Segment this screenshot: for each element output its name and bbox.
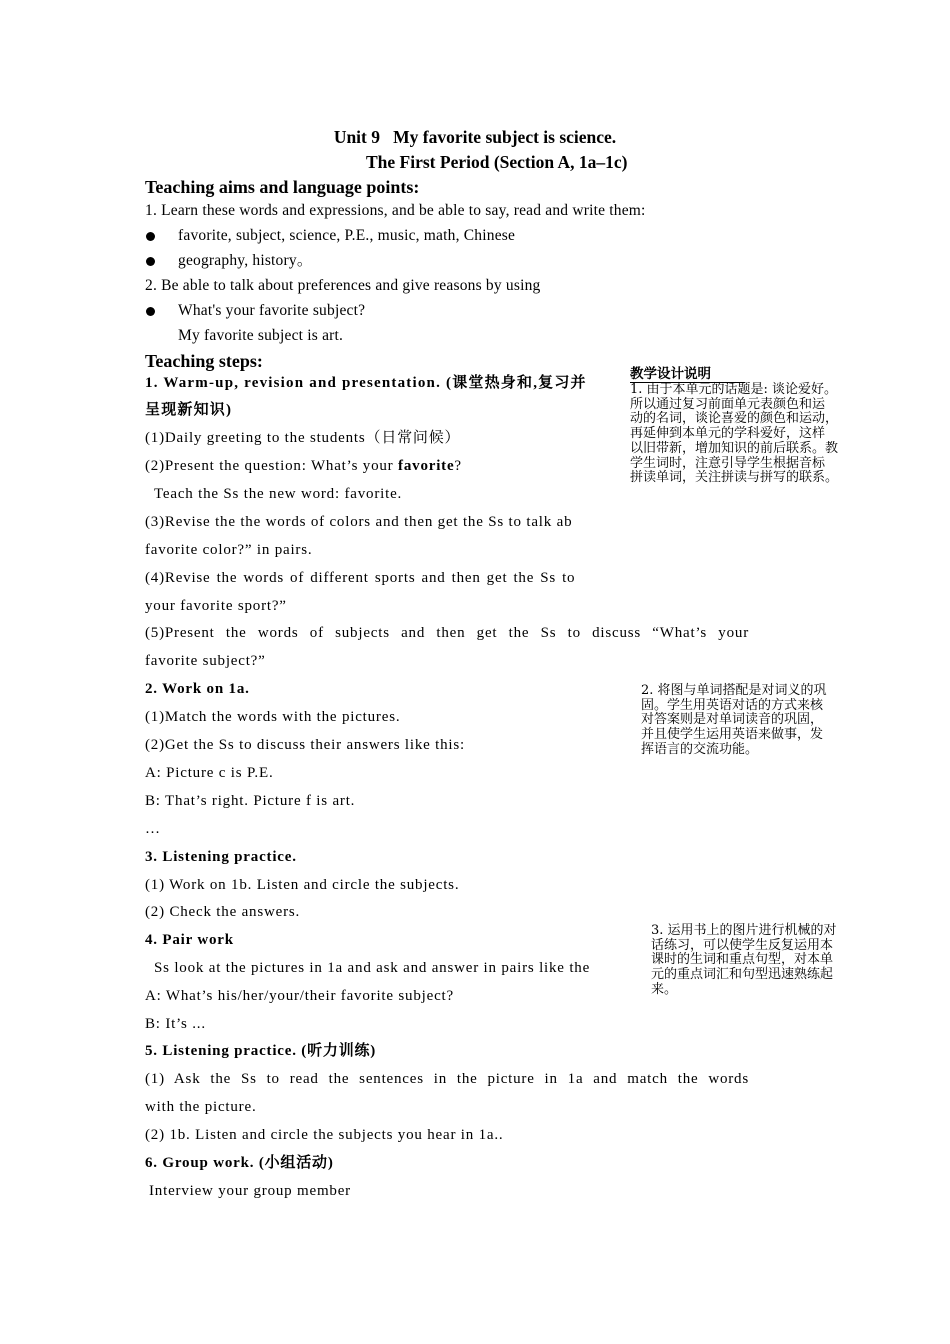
step1-greeting: (1)Daily greeting to the students（日常问候） — [145, 430, 461, 446]
step5-line: (2) 1b. Listen and circle the subjects you hear in 1a.. — [145, 1127, 504, 1143]
document-subtitle: The First Period (Section A, 1a–1c) — [366, 152, 628, 172]
aims-bullet-1: favorite, subject, science, P.E., music, math, Chinese — [178, 227, 516, 244]
note-line: 课时的生词和重点句型，对本单 — [651, 952, 834, 968]
design-note-1 — [630, 367, 838, 486]
step5-heading: 5. Listening practice. (听力训练) — [145, 1043, 377, 1059]
design-notes-heading: 教学设计说明 — [630, 367, 745, 383]
step3-heading: 3. Listening practice. — [145, 849, 297, 865]
note-line: 2. 将图与单词搭配是对词义的巩 — [641, 683, 827, 698]
step3-line: (2) Check the answers. — [145, 904, 301, 920]
note-line: 挥语言的交流功能。 — [641, 741, 759, 757]
step5-line: (1) Ask the Ss to read the sentences in the picture in 1a and match the words — [145, 1071, 749, 1087]
design-note-2 — [641, 684, 827, 758]
note-line: 元的重点词汇和句型迅速熟练起 — [651, 967, 834, 983]
note-line: 再延伸到本单元的学科爱好，这样 — [630, 426, 826, 442]
design-note-3 — [651, 924, 837, 998]
note-line: 固。学生用英语对话的方式来核 — [641, 697, 824, 713]
note-line: 并且使学生运用英语来做事，发 — [641, 727, 824, 743]
aims-heading: Teaching aims and language points: — [145, 177, 420, 197]
step1-line: (4)Revise the words of different sports and then get the Ss to — [145, 570, 576, 586]
note-line: 来。 — [651, 981, 678, 997]
bullet-icon — [146, 307, 155, 316]
note-line: 对答案则是对单词读音的巩固， — [641, 712, 824, 728]
step2-line: B: That’s right. Picture f is art. — [145, 793, 356, 809]
step1-question-text: (2)Present the question: What’s your — [145, 458, 399, 474]
step1-question — [145, 456, 462, 476]
step4-heading: 4. Pair work — [145, 932, 234, 948]
bullet-icon — [146, 232, 155, 241]
aims-bullet-3: What's your favorite subject? — [178, 302, 366, 319]
aims-point-1: 1. Learn these words and expressions, and be able to say, read and write them: — [145, 202, 646, 219]
step6-line: Interview your group member — [149, 1183, 351, 1199]
step1-question-keyword: favorite — [398, 458, 455, 474]
note-line: 话练习，可以使学生反复运用本 — [651, 937, 834, 953]
step6-heading: 6. Group work. (小组活动) — [145, 1155, 334, 1171]
step3-line: (1) Work on 1b. Listen and circle the subjects. — [145, 877, 460, 893]
step1-line: (3)Revise the the words of colors and then get the Ss to talk ab — [145, 514, 573, 530]
step1-line: your favorite sport?” — [145, 598, 287, 614]
note-line: 拼读单词，关注拼读与拼写的联系。 — [630, 470, 839, 486]
step1-line: Teach the Ss the new word: favorite. — [154, 486, 403, 502]
note-line: 1. 由于本单元的话题是: 谈论爱好。 — [630, 382, 838, 397]
document-title: Unit 9 My favorite subject is science. — [333, 127, 617, 147]
step2-heading: 2. Work on 1a. — [145, 681, 250, 697]
step1-heading-continuation: 呈现新知识) — [145, 402, 233, 418]
aims-bullet-2: geography, history。 — [178, 252, 313, 269]
step1-heading: 1. Warm-up, revision and presentation. (课堂热身和,复习并 — [145, 375, 587, 391]
note-line: 所以通过复习前面单元表颜色和运 — [630, 396, 826, 412]
step5-line: with the picture. — [145, 1099, 257, 1115]
note-line: 3. 运用书上的图片进行机械的对 — [651, 923, 837, 938]
step1-line: favorite color?” in pairs. — [145, 542, 313, 558]
note-line: 以旧带新，增加知识的前后联系。教 — [630, 440, 839, 456]
note-line: 学生词时，注意引导学生根据音标 — [630, 455, 826, 471]
step2-line: (2)Get the Ss to discuss their answers like this: — [145, 737, 465, 753]
step4-line: B: It’s ... — [145, 1016, 206, 1032]
note-line: 动的名词，谈论喜爱的颜色和运动， — [630, 411, 839, 427]
aims-bullet-3-continuation: My favorite subject is art. — [178, 327, 344, 344]
step2-line: … — [145, 821, 161, 837]
step2-line: A: Picture c is P.E. — [145, 765, 274, 781]
step1-question-end: ? — [454, 458, 462, 474]
bullet-icon — [146, 257, 155, 266]
aims-point-2: 2. Be able to talk about preferences and give reasons by using — [145, 277, 541, 294]
step1-line: (5)Present the words of subjects and then get the Ss to discuss “What’s your — [145, 625, 749, 641]
step4-line: A: What’s his/her/your/their favorite subject? — [145, 988, 454, 1004]
step2-line: (1)Match the words with the pictures. — [145, 709, 401, 725]
step4-line: Ss look at the pictures in 1a and ask and answer in pairs like the — [154, 960, 591, 976]
step1-line: favorite subject?” — [145, 653, 266, 669]
steps-heading: Teaching steps: — [145, 351, 263, 371]
